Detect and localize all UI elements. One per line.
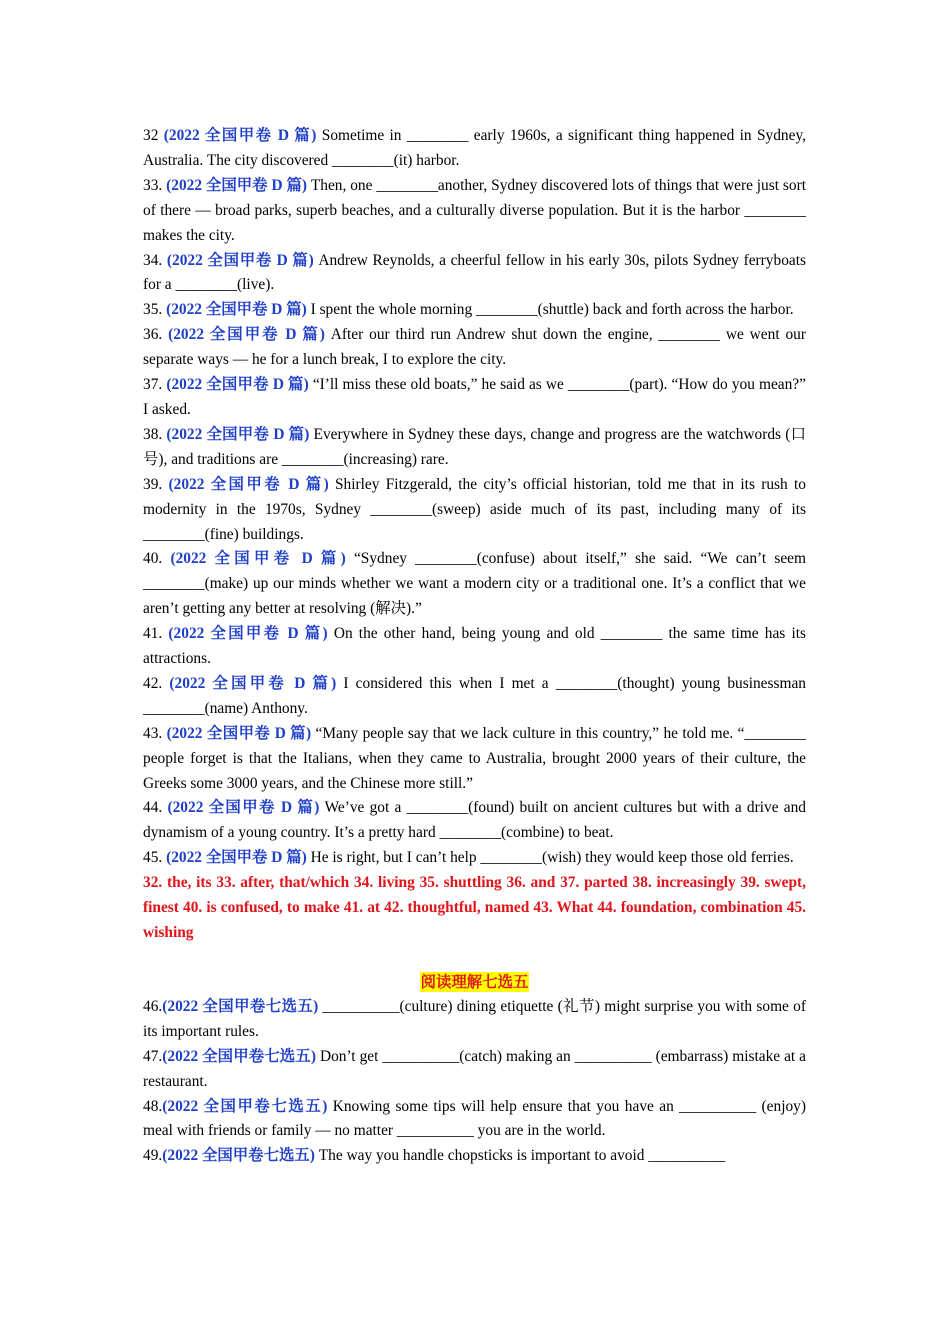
item-number: 40. xyxy=(143,550,171,568)
item-text: Shirley Fitzgerald, the city’s official historian, told me that in its rush to modernity in the 1970s, Sydney ________(sweep) aside much of its past, including many of its ________(fine) buildings. xyxy=(143,475,806,543)
source-tag: (2022 全国甲卷 D 篇) xyxy=(167,799,320,817)
item-number: 47. xyxy=(143,1047,163,1065)
item-text: After our third run Andrew shut down the engine, ________ we went our separate ways — he for a lunch break, I to explore the city. xyxy=(143,326,806,369)
exercise-item xyxy=(143,249,806,299)
exercise-item xyxy=(143,722,806,797)
source-tag: (2022 全国甲卷 D 篇) xyxy=(166,425,310,443)
source-tag: (2022 全国甲卷七选五) xyxy=(162,997,319,1015)
item-text: “Sydney ________(confuse) about itself,” she said. “We can’t seem ________(make) up our minds whether we want a modern city or a traditional one. It’s a conflict that we aren’t getting any better at resolving (解决).” xyxy=(143,550,806,618)
item-number: 48. xyxy=(143,1097,163,1115)
item-number: 49. xyxy=(143,1147,163,1165)
item-number: 34. xyxy=(143,251,167,269)
item-number: 41. xyxy=(143,625,169,643)
item-text: We’ve got a ________(found) built on ancient cultures but with a drive and dynamism of a young country. It’s a pretty hard ________(combine) to beat. xyxy=(143,799,806,842)
item-number: 45. xyxy=(143,849,167,867)
exercise-item xyxy=(143,672,806,722)
source-tag: (2022 全国甲卷 D 篇) xyxy=(169,674,337,692)
source-tag: (2022 全国甲卷 D 篇) xyxy=(168,625,328,643)
item-number: 42. xyxy=(143,674,170,692)
item-text: Sometime in ________ early 1960s, a significant thing happened in Sydney, Australia. The city discovered ________(it) harbor. xyxy=(143,127,806,169)
source-tag: (2022 全国甲卷 D 篇) xyxy=(168,326,325,344)
item-number: 35. xyxy=(143,301,167,319)
item-number: 32 xyxy=(143,127,164,144)
exercise-list-2 xyxy=(143,995,806,1169)
exercise-item xyxy=(143,547,806,622)
item-number: 38. xyxy=(143,425,167,443)
item-text: On the other hand, being young and old ________ the same time has its attractions. xyxy=(143,625,806,668)
exercise-item xyxy=(143,846,806,871)
exercise-item xyxy=(143,1095,806,1145)
exercise-item xyxy=(143,298,806,323)
source-tag: (2022 全国甲卷 D 篇) xyxy=(163,127,317,144)
item-text: I spent the whole morning ________(shuttle) back and forth across the harbor. xyxy=(306,301,794,319)
item-text: He is right, but I can’t help ________(wish) they would keep those old ferries. xyxy=(306,849,794,867)
item-text: Then, one ________another, Sydney discovered lots of things that were just sort of there — broad parks, superb beaches, and a culturally diverse population. But it is the harbor ________ makes the city. xyxy=(143,176,806,244)
source-tag: (2022 全国甲卷 D 篇) xyxy=(166,176,307,194)
section-title xyxy=(143,970,806,995)
item-number: 33. xyxy=(143,176,167,194)
source-tag: (2022 全国甲卷 D 篇) xyxy=(168,475,329,493)
item-text: I considered this when I met a ________(thought) young businessman ________(name) Anthony. xyxy=(143,674,806,717)
source-tag: (2022 全国甲卷七选五) xyxy=(162,1097,328,1115)
source-tag: (2022 全国甲卷七选五) xyxy=(162,1047,316,1065)
item-number: 44. xyxy=(143,799,168,817)
exercise-item xyxy=(143,174,806,249)
exercise-item xyxy=(143,423,806,473)
exercise-list xyxy=(143,124,806,871)
source-tag: (2022 全国甲卷 D 篇) xyxy=(166,251,314,269)
exercise-item xyxy=(143,323,806,373)
document-page xyxy=(143,124,806,1169)
source-tag: (2022 全国甲卷 D 篇) xyxy=(166,376,309,394)
answer-key: 32. the, its 33. after, that/which 34. living 35. shuttling 36. and 37. parted 38. increasingly 39. swept, finest 40. is confused, to make 41. at 42. thoughtful, named 43. What 44. foundation, combination 45. wishing xyxy=(143,874,806,941)
item-number: 36. xyxy=(143,326,169,344)
item-text: Don’t get __________(catch) making an __________ (embarrass) mistake at a restaurant. xyxy=(143,1047,806,1090)
item-text: “Many people say that we lack culture in this country,” he told me. “________ people forget is that the Italians, when they came to Australia, brought 2000 years of their culture, the Greeks some 3000 years, and the Chinese more still.” xyxy=(143,724,806,792)
item-number: 39. xyxy=(143,475,169,493)
exercise-item xyxy=(143,622,806,672)
exercise-item xyxy=(143,1144,806,1169)
source-tag: (2022 全国甲卷 D 篇) xyxy=(166,724,312,742)
source-tag: (2022 全国甲卷 D 篇) xyxy=(170,550,346,568)
item-text: Everywhere in Sydney these days, change and progress are the watchwords (口号), and traditions are ________(increasing) rare. xyxy=(143,425,807,468)
exercise-item xyxy=(143,473,806,548)
item-text: Andrew Reynolds, a cheerful fellow in his early 30s, pilots Sydney ferryboats for a ________(live). xyxy=(143,251,806,294)
item-text: “I’ll miss these old boats,” he said as we ________(part). “How do you mean?” I asked. xyxy=(143,376,806,418)
item-number: 37. xyxy=(143,376,167,394)
exercise-item xyxy=(143,373,806,423)
source-tag: (2022 全国甲卷七选五) xyxy=(162,1147,315,1165)
item-text: The way you handle chopsticks is important to avoid __________ xyxy=(314,1147,726,1165)
source-tag: (2022 全国甲卷 D 篇) xyxy=(166,849,307,867)
item-number: 43. xyxy=(143,724,167,742)
source-tag: (2022 全国甲卷 D 篇) xyxy=(166,301,307,319)
item-number: 46. xyxy=(143,997,163,1015)
exercise-item xyxy=(143,1045,806,1095)
item-text: Knowing some tips will help ensure that you have an __________ (enjoy) meal with friends or family — no matter __________ you are in the world. xyxy=(143,1097,806,1140)
exercise-item xyxy=(143,796,806,846)
exercise-item xyxy=(143,995,806,1045)
section-title-text: 阅读理解七选五 xyxy=(420,972,529,991)
item-text: __________(culture) dining etiquette (礼节) might surprise you with some of its important rules. xyxy=(143,997,806,1040)
exercise-item xyxy=(143,124,806,174)
